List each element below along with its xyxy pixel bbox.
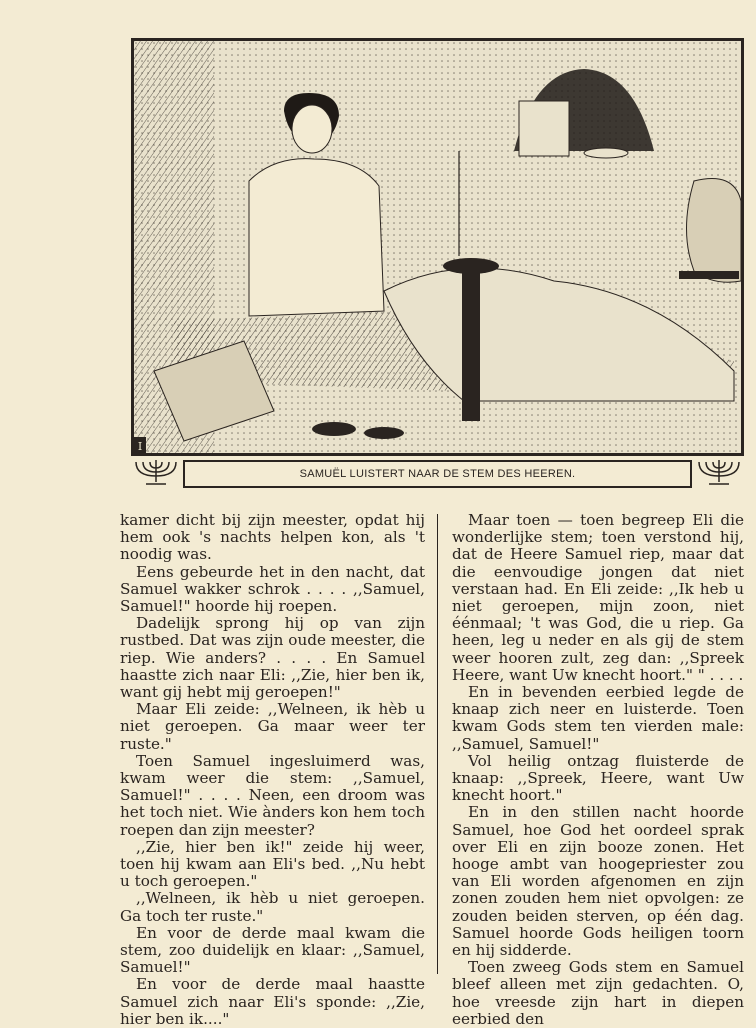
illustration-caption: SAMUËL LUISTERT NAAR DE STEM DES HEEREN. [183,460,692,488]
text-column-right [452,512,744,1028]
paragraph: ,,Welneen, ik hèb u niet geroepen. Ga toch ter ruste." [120,889,425,925]
boy-shirt [249,159,384,316]
niche-bowl [584,148,628,158]
water-jug [687,179,742,283]
niche-cupboard [519,101,569,156]
paragraph: En voor de derde maal kwam die stem, zoo duidelijk en klaar: ,,Samuel, Samuel!" [120,923,425,977]
engraving-illustration [131,38,744,456]
paragraph: Maar Eli zeide: ,,Welneen, ik hèb u niet geroepen. Ga maar weer ter ruste." [120,700,425,753]
paragraph: ,,Zie, hier ben ik!" zeide hij weer, toen hij kwam aan Eli's bed. ,,Nu hebt u toch geroepen." [120,837,425,891]
sandal [364,427,404,439]
paragraph: Eens gebeurde het in den nacht, dat Samuel wakker schrok . . . . ,,Samuel, Samuel!" hoorde hij roepen. [120,562,425,616]
paragraph: En in den stillen nacht hoorde Samuel, hoe God het oordeel sprak over Eli en zijn booze zonen. Het hooge ambt van hoogepriester zou van Eli worden afgenomen en zijn zonen zouden hem niet opvolgen: ze zouden beiden sterven, op één dag. Samuel hoorde Gods heiligen toorn en hij sidderde. [452,803,744,960]
paragraph: Vol heilig ontzag fluisterde de knaap: ,,Spreek, Heere, want Uw knecht hoort." [452,751,744,805]
lamp-stand [462,271,480,421]
text-column-left [120,512,425,1028]
menorah-ornament-icon [131,458,181,488]
paragraph: Maar toen — toen begreep Eli die wonderlijke stem; toen verstond hij, dat de Heere Samuel riep, maar dat die eenvoudige jongen dat niet verstaan had. En Eli zeide: ,,Ik heb u niet geroepen, mijn zoon, niet éénmaal; 't was God, die u riep. Ga heen, leg u neder en als gij de stem weer hooren zult, zeg dan: ,,Spreek Heere, want Uw knecht hoort." " . . . . [452,511,744,684]
column-divider [437,514,438,974]
caption-bar [131,456,744,490]
engraving-drawing [134,41,741,453]
paragraph: En in bevenden eerbied legde de knaap zich neer en luisterde. Toen kwam Gods stem ten vierden male: ,,Samuel, Samuel!" [452,683,744,753]
paragraph: Toen zweeg Gods stem en Samuel bleef alleen met zijn gedachten. O, hoe vreesde zijn hart in diepen eerbied den [452,958,744,1028]
menorah-ornament-icon [694,458,744,488]
sandal [312,422,356,436]
stool [679,271,739,279]
paragraph: En voor de derde maal haastte Samuel zich naar Eli's sponde: ,,Zie, hier ben ik...." [120,975,425,1028]
paragraph: Dadelijk sprong hij op van zijn rustbed. Dat was zijn oude meester, die riep. Wie anders? . . . . En Samuel haastte zich naar Eli: ,,Zie, hier ben ik, want gij hebt mij geroepen!" [120,614,425,702]
paragraph: kamer dicht bij zijn meester, opdat hij hem ook 's nachts helpen kon, als 't noodig was. [120,511,425,564]
paragraph: Toen Samuel ingesluimerd was, kwam weer die stem: ,,Samuel, Samuel!" . . . . Neen, een droom was het toch niet. Wie ànders kon hem toch roepen dan zijn meester? [120,751,425,839]
oil-lamp [443,258,499,274]
boy-face [292,105,332,153]
figure-letter: I [137,440,143,453]
